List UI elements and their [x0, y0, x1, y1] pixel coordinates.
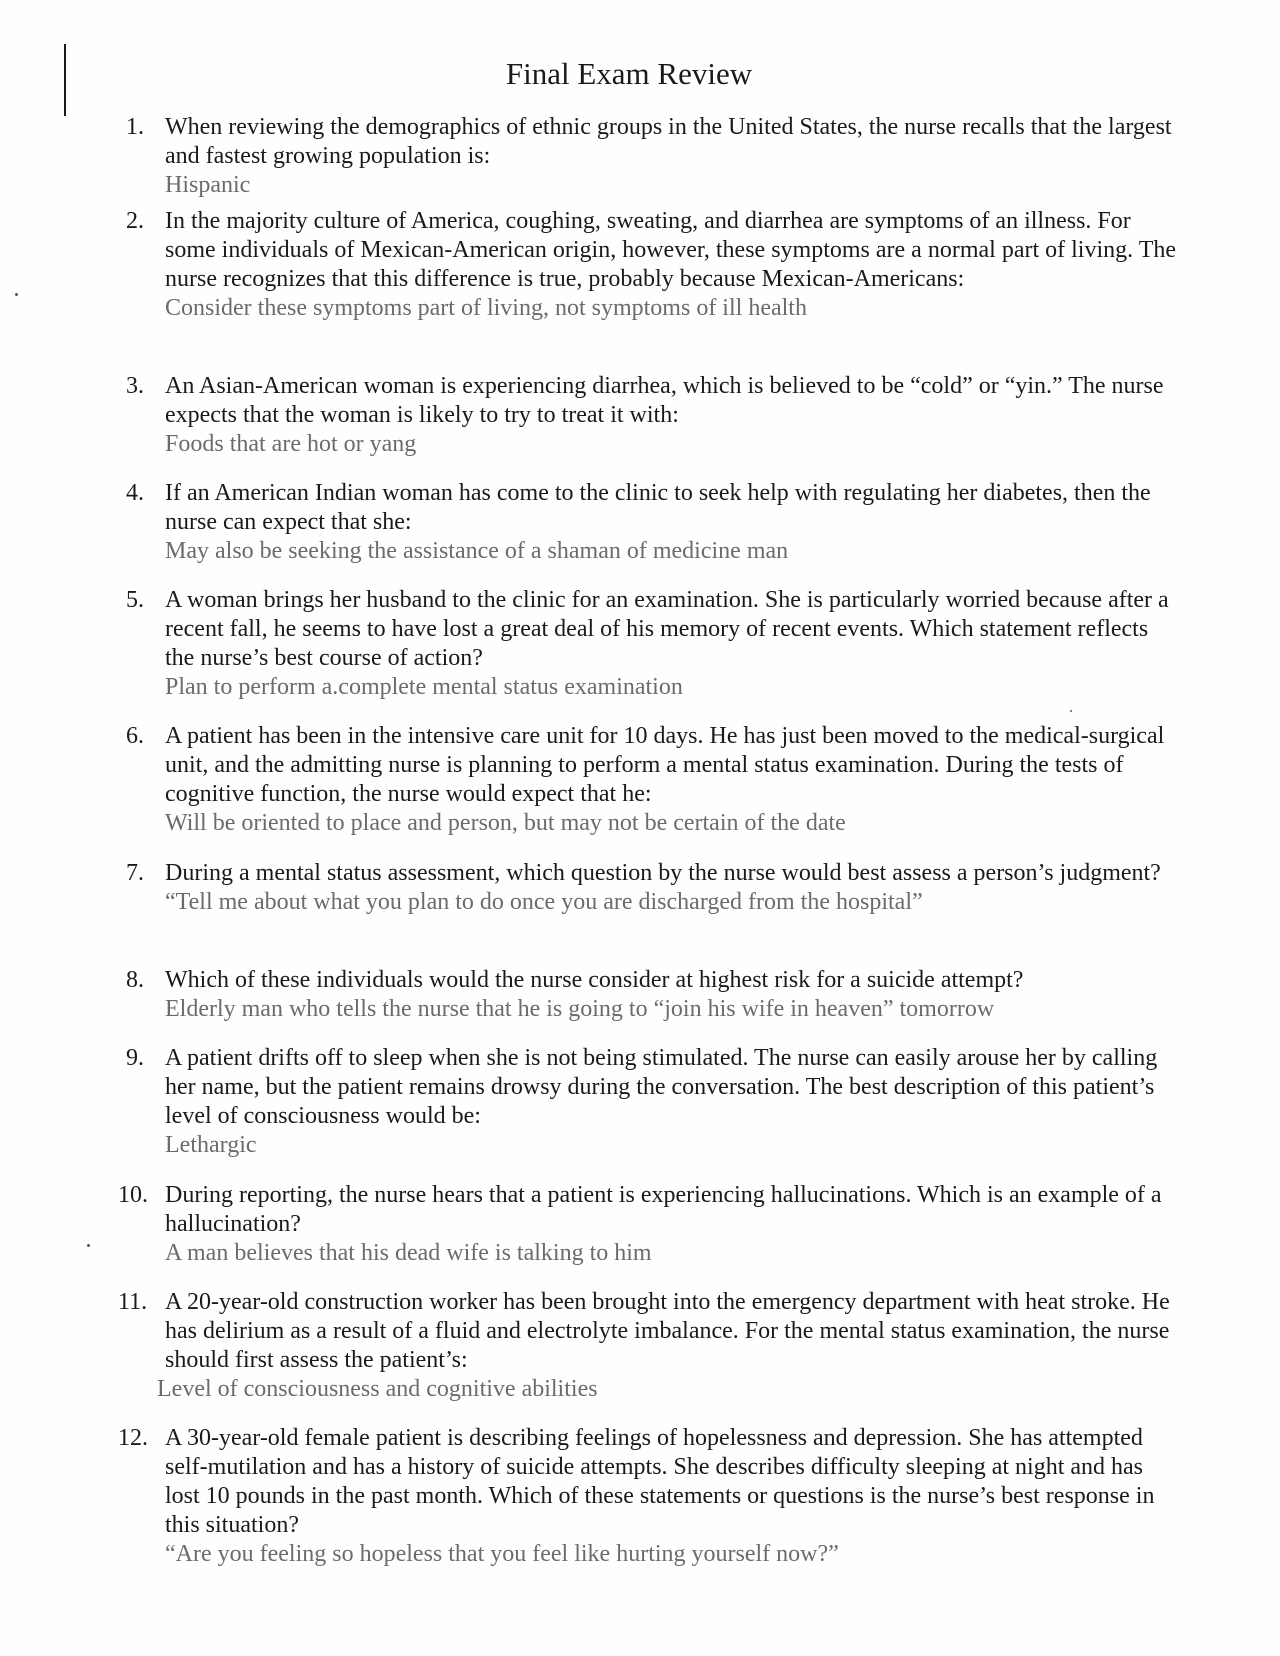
- question-number: 12.: [118, 1425, 148, 1451]
- question-body: [165, 113, 1180, 200]
- scan-speck: [1070, 710, 1072, 712]
- answer-text: “Tell me about what you plan to do once you are discharged from the hospital”: [165, 889, 923, 915]
- question-text: A woman brings her husband to the clinic for an examination. She is particularly worried because after a recent fall, he seems to have lost a great deal of his memory of recent events. Which statement reflects the nurse’s best course of action?: [165, 587, 1169, 671]
- question-number: 8.: [126, 967, 144, 993]
- scan-speck: [15, 293, 18, 296]
- question-number: 5.: [126, 587, 144, 613]
- answer-text: Level of consciousness and cognitive abilities: [157, 1376, 598, 1402]
- answer-text: Consider these symptoms part of living, not symptoms of ill health: [165, 295, 807, 321]
- answer-text: Hispanic: [165, 172, 251, 198]
- question-body: [165, 859, 1180, 917]
- question-text: If an American Indian woman has come to the clinic to seek help with regulating her diabetes, then the nurse can expect that she:: [165, 480, 1151, 535]
- question-body: [165, 1044, 1180, 1160]
- scan-speck: [87, 1244, 90, 1247]
- question-number: 6.: [126, 723, 144, 749]
- question-body: [165, 1424, 1180, 1569]
- question-text: During reporting, the nurse hears that a patient is experiencing hallucinations. Which is an example of a hallucination?: [165, 1182, 1162, 1237]
- question-text: A patient has been in the intensive care unit for 10 days. He has just been moved to the medical-surgical unit, and the admitting nurse is planning to perform a mental status examination. During the tests of cognitive function, the nurse would expect that he:: [165, 723, 1165, 807]
- answer-text: Lethargic: [165, 1132, 257, 1158]
- question-body: [165, 479, 1180, 566]
- question-body: [165, 586, 1180, 702]
- question-body: [165, 372, 1180, 459]
- page-title: Final Exam Review: [505, 56, 753, 91]
- question-body: [157, 1288, 1180, 1404]
- question-text: In the majority culture of America, coughing, sweating, and diarrhea are symptoms of an illness. For some individuals of Mexican-American origin, however, these symptoms are a normal part of living. The nurse recognizes that this difference is true, probably because Mexican-Americans:: [165, 208, 1176, 292]
- question-text: A patient drifts off to sleep when she is not being stimulated. The nurse can easily arouse her by calling her name, but the patient remains drowsy during the conversation. The best description of this patient’s level of consciousness would be:: [165, 1045, 1158, 1129]
- question-body: [165, 722, 1180, 838]
- answer-text: Plan to perform a.complete mental status examination: [165, 674, 683, 700]
- question-number: 10.: [118, 1182, 148, 1208]
- answer-text: Elderly man who tells the nurse that he is going to “join his wife in heaven” tomorrow: [165, 996, 995, 1022]
- question-number: 3.: [126, 373, 144, 399]
- question-number: 4.: [126, 480, 144, 506]
- answer-text: A man believes that his dead wife is talking to him: [165, 1240, 652, 1266]
- answer-text: May also be seeking the assistance of a shaman of medicine man: [165, 538, 789, 564]
- question-text: When reviewing the demographics of ethnic groups in the United States, the nurse recalls that the largest and fastest growing population is:: [165, 114, 1172, 169]
- question-text: An Asian-American woman is experiencing diarrhea, which is believed to be “cold” or “yin.” The nurse expects that the woman is likely to try to treat it with:: [165, 373, 1164, 428]
- question-text: Which of these individuals would the nurse consider at highest risk for a suicide attempt?: [165, 967, 1024, 993]
- question-body: [165, 1181, 1180, 1268]
- question-number: 7.: [126, 860, 144, 886]
- answer-text: Will be oriented to place and person, but may not be certain of the date: [165, 810, 846, 836]
- question-body: [165, 207, 1180, 323]
- question-text: A 20-year-old construction worker has been brought into the emergency department with heat stroke. He has delirium as a result of a fluid and electrolyte imbalance. For the mental status examination, the nurse should first assess the patient’s:: [165, 1289, 1170, 1373]
- question-number: 9.: [126, 1045, 144, 1071]
- answer-text: Foods that are hot or yang: [165, 431, 417, 457]
- question-body: [165, 966, 1180, 1024]
- question-number: 11.: [118, 1289, 148, 1315]
- question-text: A 30-year-old female patient is describing feelings of hopelessness and depression. She has attempted self-mutilation and has a history of suicide attempts. She describes difficulty sleeping at night and has lost 10 pounds in the past month. Which of these statements or questions is the nurse’s best response in this situation?: [165, 1425, 1155, 1538]
- question-text: During a mental status assessment, which question by the nurse would best assess a person’s judgment?: [165, 860, 1161, 886]
- answer-text: “Are you feeling so hopeless that you feel like hurting yourself now?”: [165, 1541, 839, 1567]
- question-number: 1.: [126, 114, 144, 140]
- question-number: 2.: [126, 208, 144, 234]
